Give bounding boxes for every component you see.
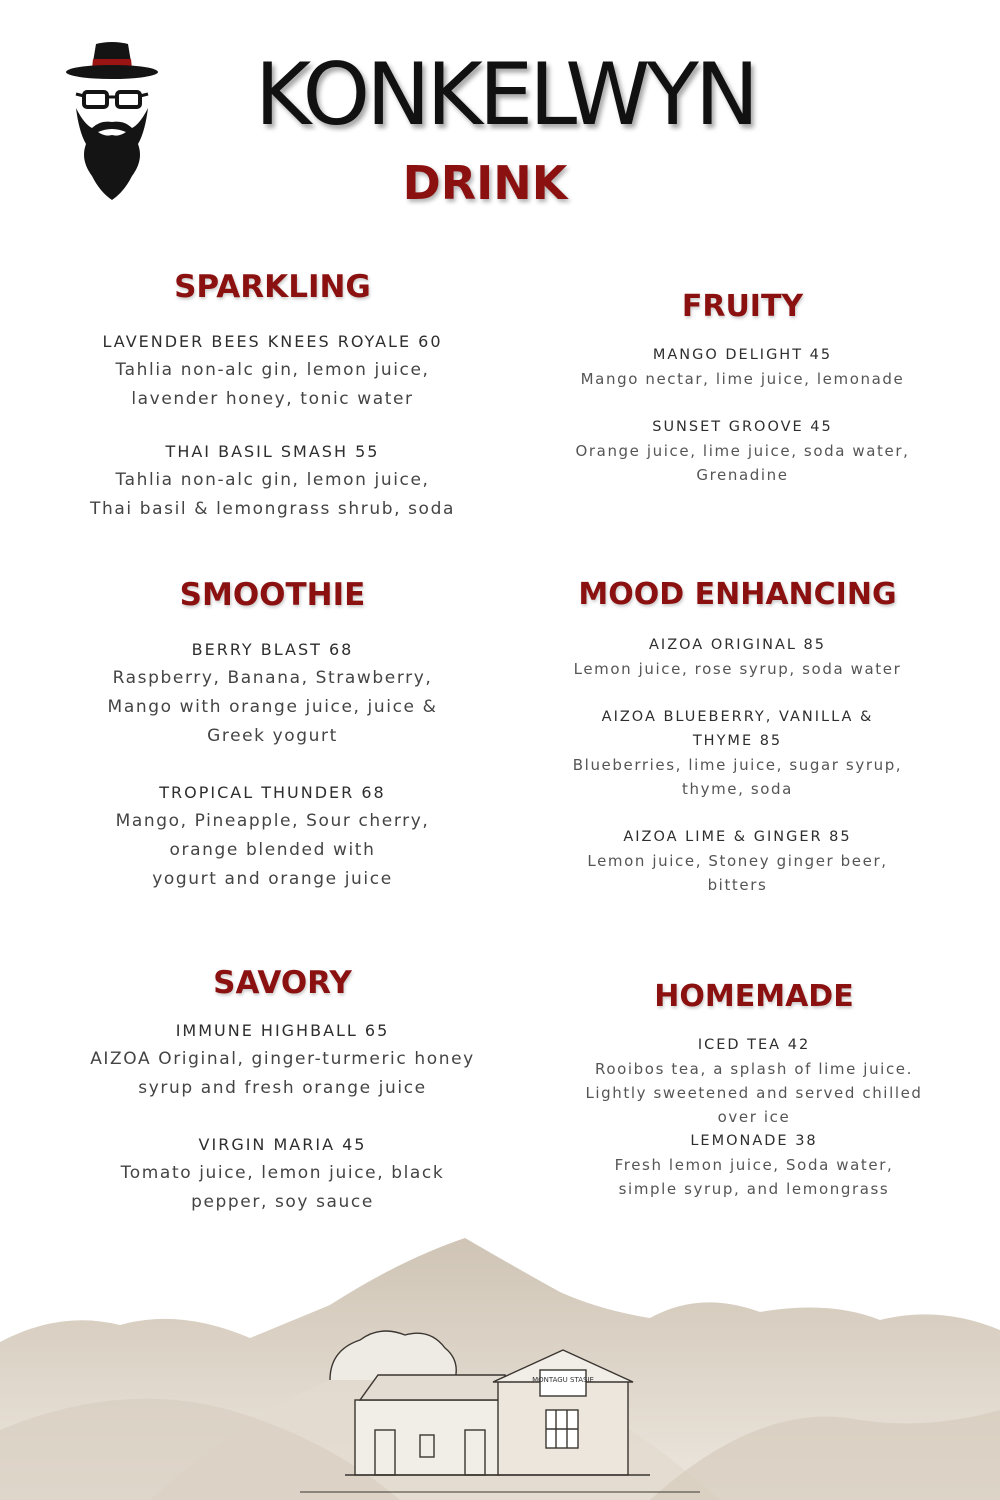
brand-title: KONKELWYN <box>254 45 756 145</box>
item-description: Rooibos tea, a splash of lime juice. Lightly sweetened and served chilled over ice <box>585 1060 923 1126</box>
item-description: Orange juice, lime juice, soda water, Grenadine <box>575 442 910 484</box>
item-description: Tahlia non-alc gin, lemon juice, Thai basil & lemongrass shrub, soda <box>90 470 455 520</box>
menu-item <box>70 437 475 524</box>
item-name: AIZOA LIME & GINGER 85 <box>623 829 852 845</box>
item-description: Blueberries, lime juice, sugar syrup, thyme, soda <box>572 756 903 798</box>
menu-item <box>70 1130 495 1217</box>
item-name: THAI BASIL SMASH 55 <box>165 442 380 462</box>
section-title: SMOOTHIE <box>179 577 366 613</box>
section-homemade <box>570 980 938 1201</box>
menu-item <box>70 635 475 751</box>
section-title: MOOD ENHANCING <box>578 577 897 612</box>
menu-item <box>555 825 920 897</box>
section-title: SAVORY <box>213 965 352 1001</box>
menu-item <box>555 633 920 681</box>
mountain-building-illustration <box>0 1230 1000 1500</box>
item-description: Tahlia non-alc gin, lemon juice, lavender honey, tonic water <box>115 360 430 410</box>
item-name: LAVENDER BEES KNEES ROYALE 60 <box>102 332 443 352</box>
item-name: IMMUNE HIGHBALL 65 <box>175 1021 390 1041</box>
section-mood-enhancing <box>555 578 920 897</box>
menu-item <box>555 705 920 801</box>
building-sign: MONTAGU STASIE <box>532 1376 594 1384</box>
menu-item <box>565 415 920 487</box>
section-savory <box>70 966 495 1217</box>
section-title: FRUITY <box>681 289 804 324</box>
item-description: Mango, Pineapple, Sour cherry, orange blended with yogurt and orange juice <box>115 811 430 890</box>
bearded-man-logo-icon <box>62 40 162 210</box>
item-description: Lemon juice, rose syrup, soda water <box>573 660 902 678</box>
menu-item <box>70 778 475 894</box>
section-fruity <box>565 290 920 487</box>
section-title: HOMEMADE <box>654 979 854 1014</box>
section-smoothie <box>70 578 475 894</box>
menu-item <box>570 1033 938 1129</box>
item-name: VIRGIN MARIA 45 <box>198 1135 367 1155</box>
item-name: MANGO DELIGHT 45 <box>652 347 833 363</box>
item-name: AIZOA BLUEBERRY, VANILLA & THYME 85 <box>601 709 874 749</box>
menu-subtitle: DRINK <box>402 156 568 210</box>
item-name: AIZOA ORIGINAL 85 <box>649 637 826 653</box>
item-description: Lemon juice, Stoney ginger beer, bitters <box>587 852 888 894</box>
item-name: LEMONADE 38 <box>690 1133 818 1149</box>
item-name: ICED TEA 42 <box>697 1037 811 1053</box>
item-name: BERRY BLAST 68 <box>191 640 354 660</box>
menu-item <box>565 343 920 391</box>
item-name: TROPICAL THUNDER 68 <box>159 783 386 803</box>
menu-item <box>70 327 475 414</box>
item-description: Raspberry, Banana, Strawberry, Mango with orange juice, juice & Greek yogurt <box>107 668 438 747</box>
item-name: SUNSET GROOVE 45 <box>652 419 833 435</box>
item-description: Fresh lemon juice, Soda water, simple syrup, and lemongrass <box>614 1156 894 1198</box>
section-title: SPARKLING <box>174 269 371 305</box>
section-sparkling <box>70 270 475 524</box>
menu-item <box>70 1016 495 1103</box>
item-description: Mango nectar, lime juice, lemonade <box>580 370 905 388</box>
menu-item <box>570 1129 938 1201</box>
item-description: AIZOA Original, ginger-turmeric honey syrup and fresh orange juice <box>90 1049 475 1099</box>
item-description: Tomato juice, lemon juice, black pepper, soy sauce <box>120 1163 445 1213</box>
